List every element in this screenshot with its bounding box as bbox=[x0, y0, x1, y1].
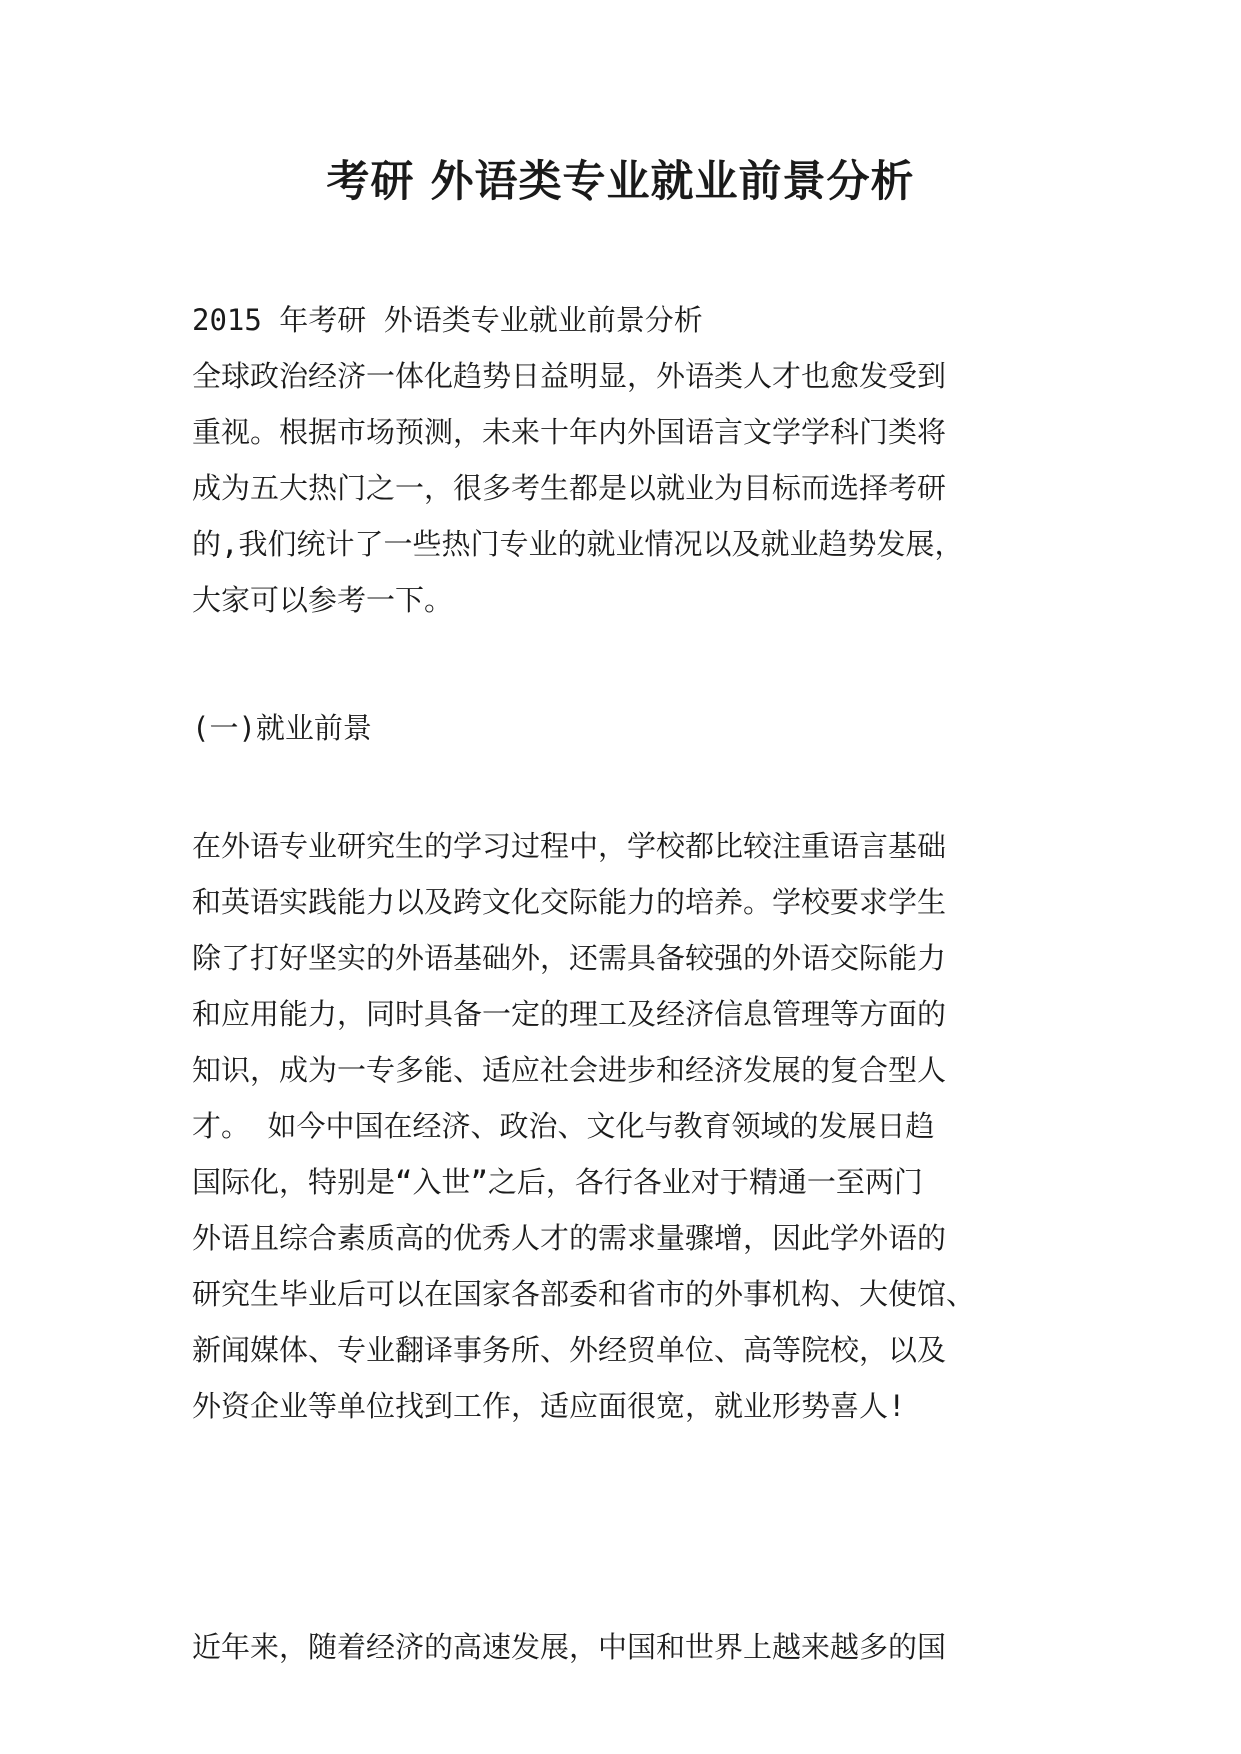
text-line: 国际化，特别是“入世”之后，各行各业对于精通一至两门 bbox=[192, 1165, 923, 1199]
text-line: 全球政治经济一体化趋势日益明显，外语类人才也愈发受到 bbox=[192, 359, 947, 393]
text-line: 在外语专业研究生的学习过程中，学校都比较注重语言基础 bbox=[192, 829, 947, 863]
text-line: 研究生毕业后可以在国家各部委和省市的外事机构、大使馆、 bbox=[192, 1277, 976, 1311]
text-line: 新闻媒体、专业翻译事务所、外经贸单位、高等院校，以及 bbox=[192, 1333, 947, 1367]
text-line: 近年来，随着经济的高速发展，中国和世界上越来越多的国 bbox=[192, 1630, 947, 1664]
text-line: 的,我们统计了一些热门专业的就业情况以及就业趋势发展， bbox=[192, 527, 964, 561]
text-line: 除了打好坚实的外语基础外，还需具备较强的外语交际能力 bbox=[192, 941, 947, 975]
document-title: 考研 外语类专业就业前景分析 bbox=[326, 157, 915, 207]
text-line: 外资企业等单位找到工作，适应面很宽，就业形势喜人! bbox=[192, 1389, 906, 1423]
employment-prospects-paragraph bbox=[192, 818, 1054, 1434]
intro-paragraph bbox=[192, 292, 1054, 628]
text-line: 和应用能力，同时具备一定的理工及经济信息管理等方面的 bbox=[192, 997, 947, 1031]
text-line: 知识，成为一专多能、适应社会进步和经济发展的复合型人 bbox=[192, 1053, 947, 1087]
text-line: 才。 如今中国在经济、政治、文化与教育领域的发展日趋 bbox=[192, 1109, 935, 1143]
recent-years-paragraph bbox=[192, 1619, 1054, 1675]
section-heading-text: (一)就业前景 bbox=[192, 711, 372, 745]
text-line: 成为五大热门之一，很多考生都是以就业为目标而选择考研 bbox=[192, 471, 947, 505]
section-heading bbox=[192, 700, 1054, 756]
text-line: 和英语实践能力以及跨文化交际能力的培养。学校要求学生 bbox=[192, 885, 947, 919]
text-line: 2015 年考研 外语类专业就业前景分析 bbox=[192, 303, 703, 337]
text-line: 重视。根据市场预测，未来十年内外国语言文学学科门类将 bbox=[192, 415, 947, 449]
text-line: 外语且综合素质高的优秀人才的需求量骤增，因此学外语的 bbox=[192, 1221, 947, 1255]
text-line: 大家可以参考一下。 bbox=[192, 583, 454, 617]
